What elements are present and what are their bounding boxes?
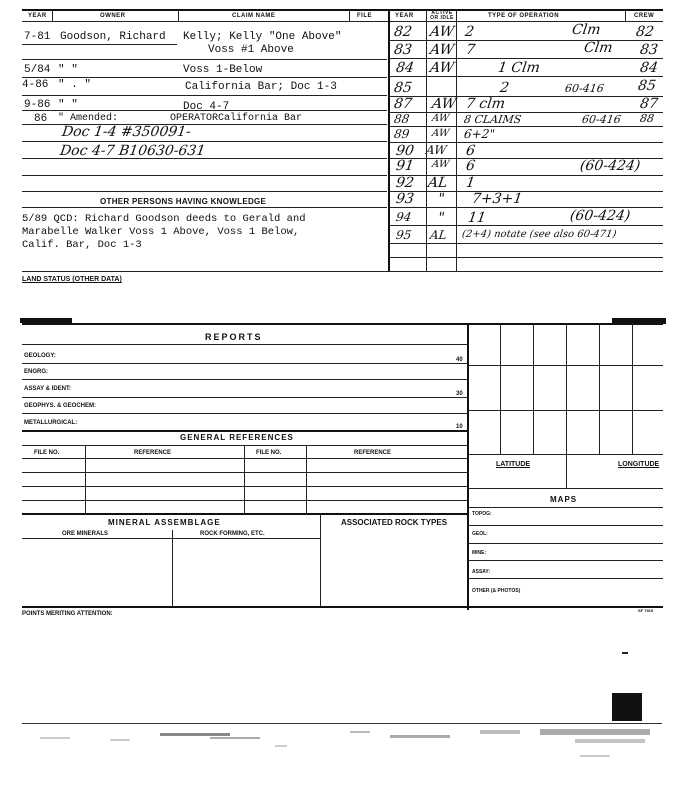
activity-operation: 6+2": [463, 127, 496, 141]
claim-year: 4-86: [22, 79, 49, 91]
header-file: FILE: [357, 13, 372, 19]
activity-status: AL: [429, 228, 448, 242]
claim-name: Voss #1 Above: [208, 44, 294, 56]
maps-title: MAPS: [550, 495, 578, 504]
activity-status: AW: [425, 143, 448, 157]
other-persons-line: Calif. Bar, Doc 1-3: [22, 239, 142, 251]
claim-name: Doc 4-7: [183, 101, 230, 113]
report-label-assay: ASSAY & IDENT:: [24, 386, 72, 392]
map-row-mine: MINE:: [472, 550, 487, 556]
activity-year: 83: [392, 42, 413, 58]
activity-year: 84: [394, 60, 415, 76]
claim-name: OPERATORCalifornia Bar: [170, 113, 303, 124]
activity-year: 92: [394, 175, 415, 191]
activity-status: AW: [428, 24, 456, 40]
longitude-label: LONGITUDE: [618, 461, 660, 468]
handwritten-note: Doc 4-7 B10630-631: [58, 143, 207, 159]
activity-operation: 1 Clm: [496, 60, 541, 76]
activity-operation: 7: [464, 42, 477, 58]
activity-year: 82: [392, 24, 413, 40]
activity-year: 91: [394, 158, 415, 174]
activity-status: AW: [428, 42, 456, 58]
activity-status: AW: [430, 96, 458, 112]
form-code: SF 7515: [638, 608, 654, 613]
claim-owner: " ": [58, 99, 78, 111]
activity-year: 85: [392, 80, 413, 96]
activity-operation: 2: [498, 80, 511, 96]
claim-year: 7-81: [24, 31, 51, 43]
claim-owner: " . ": [58, 79, 92, 91]
claim-year: 5/84: [24, 64, 51, 76]
activity-year: 93: [394, 191, 415, 207]
activity-detail: 60-416: [581, 113, 622, 126]
header-year: YEAR: [28, 13, 47, 19]
activity-status: AW: [428, 60, 456, 76]
activity-year: 87: [392, 96, 413, 112]
activity-year: 89: [393, 127, 411, 141]
other-persons-line: 5/89 QCD: Richard Goodson deeds to Gerald and: [22, 213, 306, 225]
claim-year: 9-86: [24, 99, 51, 111]
header-claim-name: CLAIM NAME: [232, 13, 276, 19]
header-crew: CREW: [634, 13, 655, 19]
activity-operation: 7 clm: [464, 96, 507, 112]
gen-ref-header: REFERENCE: [134, 450, 172, 456]
mineral-assemblage-title: MINERAL ASSEMBLAGE: [108, 518, 221, 527]
activity-crew: 83: [638, 42, 659, 58]
report-label-metallurgical: METALLURGICAL:: [24, 420, 78, 426]
gen-ref-header: REFERENCE: [354, 450, 392, 456]
activity-crew: 85: [636, 78, 657, 94]
claim-name: Voss 1-Below: [183, 64, 263, 76]
activity-year: 88: [393, 112, 411, 126]
activity-operation: 8 CLAIMS: [463, 113, 523, 126]
activity-status: AW: [431, 128, 450, 139]
general-references-title: GENERAL REFERENCES: [180, 433, 294, 442]
activity-crew: 82: [634, 24, 655, 40]
activity-status: ": [436, 210, 446, 226]
activity-status: AL: [426, 175, 449, 191]
activity-operation: (2+4) notate (see also 60-471): [461, 229, 618, 240]
activity-status: ": [436, 191, 446, 207]
handwritten-note: Doc 1-4 #350091-: [60, 124, 192, 140]
gen-ref-header: FILE NO.: [256, 450, 282, 456]
report-label-geophys: GEOPHYS. & GEOCHEM:: [24, 403, 97, 409]
rock-forming-header: ROCK FORMING, ETC.: [200, 531, 265, 537]
ore-minerals-header: ORE MINERALS: [62, 531, 109, 537]
associated-rock-types-header: ASSOCIATED ROCK TYPES: [340, 518, 448, 527]
activity-crew: 88: [639, 112, 655, 125]
activity-operation: 1: [464, 175, 477, 191]
land-status-label: LAND STATUS (OTHER DATA): [22, 276, 122, 283]
header-year-2: YEAR: [395, 13, 414, 19]
claim-year: 86: [34, 113, 48, 125]
scan-dash: [622, 652, 628, 654]
points-meriting-attention-label: POINTS MERITING ATTENTION:: [22, 611, 113, 617]
latitude-label: LATITUDE: [496, 461, 531, 468]
map-row-geol: GEOL:: [472, 531, 488, 537]
activity-detail: Clm: [570, 22, 602, 38]
claim-owner: Goodson, Richard: [60, 31, 166, 43]
activity-detail: (60-424): [568, 208, 632, 224]
header-owner: OWNER: [100, 13, 126, 19]
activity-year: 94: [395, 210, 413, 224]
reports-title: REPORTS: [205, 332, 263, 342]
activity-detail: Clm: [582, 40, 614, 56]
report-number: 30: [456, 391, 463, 397]
activity-operation: 11: [466, 210, 487, 226]
scan-mark: [612, 693, 642, 721]
other-persons-line: Marabelle Walker Voss 1 Above, Voss 1 Below,: [22, 226, 300, 238]
activity-status: AW: [431, 113, 450, 124]
report-label-geology: GEOLOGY:: [24, 353, 56, 359]
gen-ref-header: FILE NO.: [34, 450, 60, 456]
activity-crew: 87: [638, 96, 659, 112]
activity-status: AW: [431, 159, 450, 170]
map-row-topog: TOPOG:: [472, 511, 492, 517]
activity-operation: 6: [464, 158, 477, 174]
activity-detail: 60-416: [564, 82, 605, 95]
claim-name: Kelly; Kelly "One Above": [183, 31, 342, 43]
activity-operation: 7+3+1: [470, 191, 524, 207]
header-type-of-operation: TYPE OF OPERATION: [488, 13, 560, 19]
claim-name: California Bar; Doc 1-3: [185, 81, 337, 93]
activity-operation: 6: [464, 143, 477, 159]
map-row-assay: ASSAY:: [472, 569, 491, 575]
claim-owner: " Amended:: [58, 113, 119, 124]
activity-crew: 84: [638, 60, 659, 76]
report-label-engrg: ENGRG:: [24, 369, 48, 375]
header-active-or-idle: ACTIVE OR IDLE: [430, 10, 454, 21]
activity-operation: 2: [463, 24, 476, 40]
report-number: 40: [456, 357, 463, 363]
activity-detail: (60-424): [578, 158, 642, 174]
map-row-other: OTHER (& PHOTOS): [472, 588, 521, 594]
activity-year: 95: [395, 228, 413, 242]
activity-year: 90: [394, 143, 415, 159]
report-number: 10: [456, 424, 463, 430]
claim-owner: " ": [58, 64, 78, 76]
scan-noise: [20, 725, 665, 770]
other-persons-header: OTHER PERSONS HAVING KNOWLEDGE: [100, 197, 267, 206]
